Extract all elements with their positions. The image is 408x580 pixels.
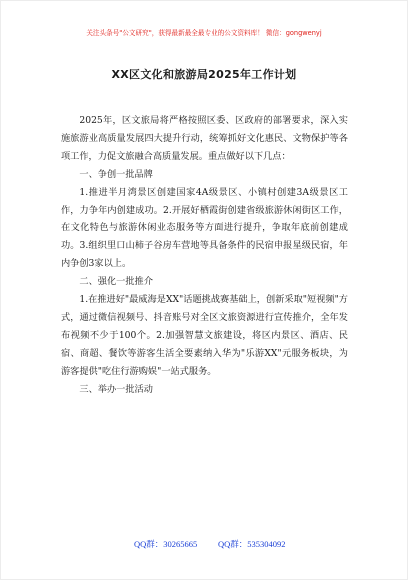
section-heading-1: 一、争创一批品牌 <box>79 168 153 180</box>
section-body-1: 1.推进半月湾景区创建国家4A级景区、小镇村创建3A级景区工作，力争年内创建成功。2.开展好栖霞街创建省级旅游休闲街区工作，在文化特色与旅游休闲业态服务等方面进行提升，争取年底前创建成功。3.组织里口山柿子谷房车营地等具备条件的民宿申报星级民宿，年内争创3家以上。 <box>61 186 348 270</box>
section-body-2: 1.在推进好"最威海是XX"话题挑战赛基础上，创新采取"短视频"方式，通过微信视频号、抖音账号对全区文旅资源进行宣传推介，全年发布视频不少于100个。2.加强智慧文旅建设，将区内景区、酒店、民宿、商超、餐饮等游客生活全要素纳入华为"乐游XX"元服务板块，为游客提供"吃住行游购娱"一站式服务。 <box>61 294 348 377</box>
section-heading-3: 三、举办一批活动 <box>79 383 153 395</box>
header-note: 关注头条号"公文研究"，获得最新最全最专业的公文资料库！ 微信：gongwenyj <box>86 29 322 37</box>
qq-group-1: QQ群：30265665 <box>134 539 198 549</box>
section-heading-2: 二、强化一批推介 <box>79 276 153 288</box>
document-title: XX区文化和旅游局2025年工作计划 <box>111 68 297 81</box>
qq-group-2: QQ群：535304092 <box>218 539 286 549</box>
intro-paragraph: 2025年，区文旅局将严格按照区委、区政府的部署要求，深入实施旅游业高质量发展四大提升行动，统筹抓好文化惠民、文物保护等各项工作，力促文旅融合高质量发展。重点做好以下几点： <box>61 115 348 162</box>
document-body <box>61 112 348 399</box>
